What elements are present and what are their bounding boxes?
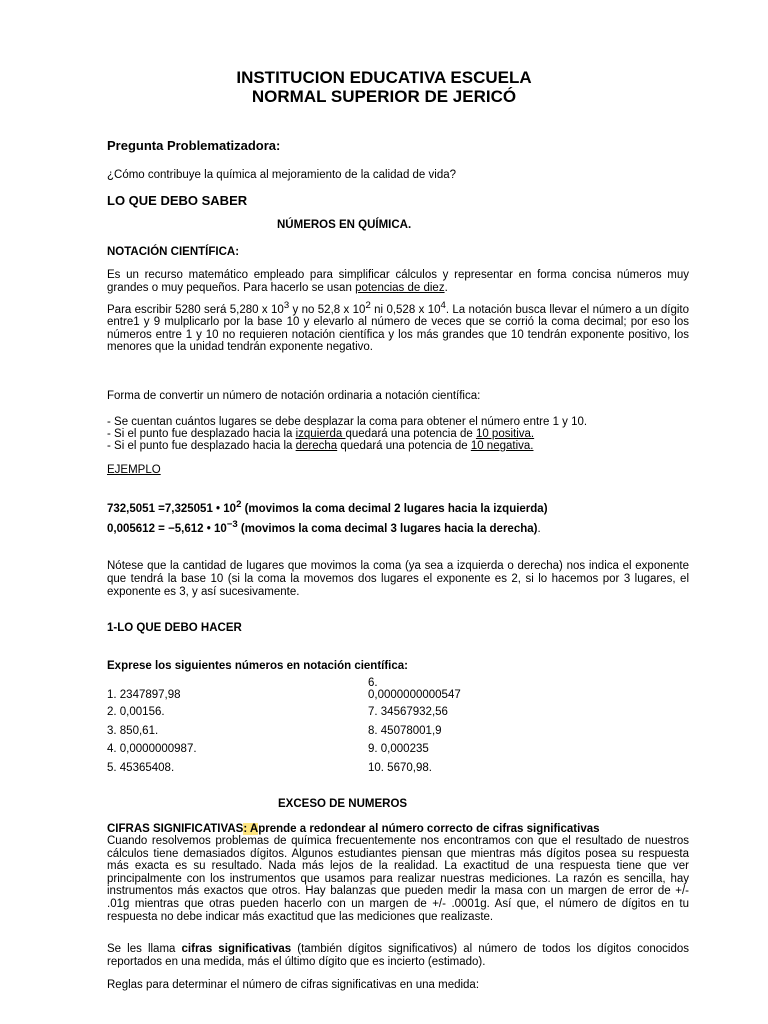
section-heading-hacer: 1-LO QUE DEBO HACER <box>107 622 242 634</box>
scientific-notation-heading: NOTACIÓN CIENTÍFICA: <box>107 246 240 258</box>
exercise-item-4: 4. 0,0000000987. <box>107 743 197 755</box>
example-1: 732,5051 =7,325051 • $10^2$ (movimos la coma decimal 2 lugares hacia la izquierda) <box>107 499 548 515</box>
example-paragraph: Para escribir 5280 será 5,280 x $10^3$ y no 52,8 x $10^2$ ni 0,528 x $10^4$. La notación busca llevar el número a un dígito entre1 y 9 mulplicarlo por la base 10 y elevarlo al número de veces que se corrió la coma decimal; por eso los números entre 1 y 10 no requieren notación científica y los más grandes que 10 tendrán exponente positivo, los menores que la unidad tendrán exponente negativo. <box>107 300 689 354</box>
exercise-item-7: 7. 34567932,56 <box>368 706 448 718</box>
problem-heading: Pregunta Problematizadora: <box>107 138 281 153</box>
problem-question: ¿Cómo contribuye la química al mejoramiento de la calidad de vida? <box>107 169 457 181</box>
convert-intro: Forma de convertir un número de notación ordinaria a notación científica: <box>107 390 481 402</box>
convert-bullet-3: - Si el punto fue desplazado hacia la derecha quedará una potencia de 10 negativa. <box>107 440 534 452</box>
definition-paragraph: Se les llama cifras significativas (también dígitos significativos) al número de todos los dígitos conocidos reportados en una medida, más el último dígito que es incierto (estimado). <box>107 943 689 968</box>
numbers-in-chemistry-heading: NÚMEROS EN QUÍMICA. <box>277 219 412 231</box>
cifras-paragraph: Cuando resolvemos problemas de química frecuentemente nos encontramos con que el resultado de nuestros cálculos tiene demasiados dígitos. Algunos estudiantes piensan que mientras más dígitos posea su respuesta más exacta es su resultado. Nada más lejos de la realidad. La exactitud de una respuesta tiene que ver principalmente con los instrumentos que usamos para realizar nuestras mediciones. La razón es sencilla, hay instrumentos más exactos que otros. Hay balanzas que pueden medir la masa con un margen de error de +/- .01g mientras que otras pueden hacerlo con un margen de +/- .0001g. Así que, el número de dígitos en tu respuesta no debe indicar más exactitud que las mediciones que realizaste. <box>107 835 689 923</box>
example-2: 0,005612 = −5,612 • $10^{-3}$ (movimos la coma decimal 3 lugares hacia la derecha). <box>107 519 541 535</box>
exercise-item-8: 8. 45078001,9 <box>368 725 442 737</box>
institution-title-line1: INSTITUCION EDUCATIVA ESCUELA <box>236 68 532 87</box>
convert-bullet-1: - Se cuentan cuántos lugares se debe desplazar la coma para obtener el número entre 1 y 10. <box>107 416 588 428</box>
exercise-item-5: 5. 45365408. <box>107 762 175 774</box>
exercise-item-1: 1. 2347897,98 <box>107 689 181 701</box>
exercise-item-3: 3. 850,61. <box>107 725 159 737</box>
institution-title-line2: NORMAL SUPERIOR DE JERICÓ <box>251 87 517 106</box>
exercise-item-6-value: 0,0000000000547 <box>368 689 461 701</box>
convert-bullet-2: - Si el punto fue desplazado hacia la izquierda quedará una potencia de 10 positiva. <box>107 428 535 440</box>
exercise-item-10: 10. 5670,98. <box>368 762 432 774</box>
powers-of-ten-link: potencias de diez <box>355 281 445 294</box>
exercise-instruction: Exprese los siguientes números en notación científica: <box>107 660 408 672</box>
ejemplo-label: EJEMPLO <box>107 464 161 476</box>
exercise-item-2: 2. 0,00156. <box>107 706 165 718</box>
cifras-heading: CIFRAS SIGNIFICATIVAS: Aprende a redondear al número correcto de cifras significativas <box>107 823 600 835</box>
exercise-item-9: 9. 0,000235 <box>368 743 429 755</box>
intro-paragraph: Es un recurso matemático empleado para simplificar cálculos y representar en forma concisa números muy grandes o muy pequeños. Para hacerlo se usan potencias de diez. <box>107 269 689 294</box>
note-paragraph: Nótese que la cantidad de lugares que movimos la coma (ya sea a izquierda o derecha) nos indica el exponente que tendrá la base 10 (si la coma la movemos dos lugares el exponente es 2, si lo hacemos por 3 lugares, el exponente es 3, y así sucesivamente. <box>107 560 689 598</box>
section-heading-saber: LO QUE DEBO SABER <box>107 193 248 208</box>
rules-intro: Reglas para determinar el número de cifras significativas en una medida: <box>107 979 480 991</box>
excess-heading: EXCESO DE NUMEROS <box>278 798 408 810</box>
exercise-item-6-number: 6. <box>368 677 378 689</box>
